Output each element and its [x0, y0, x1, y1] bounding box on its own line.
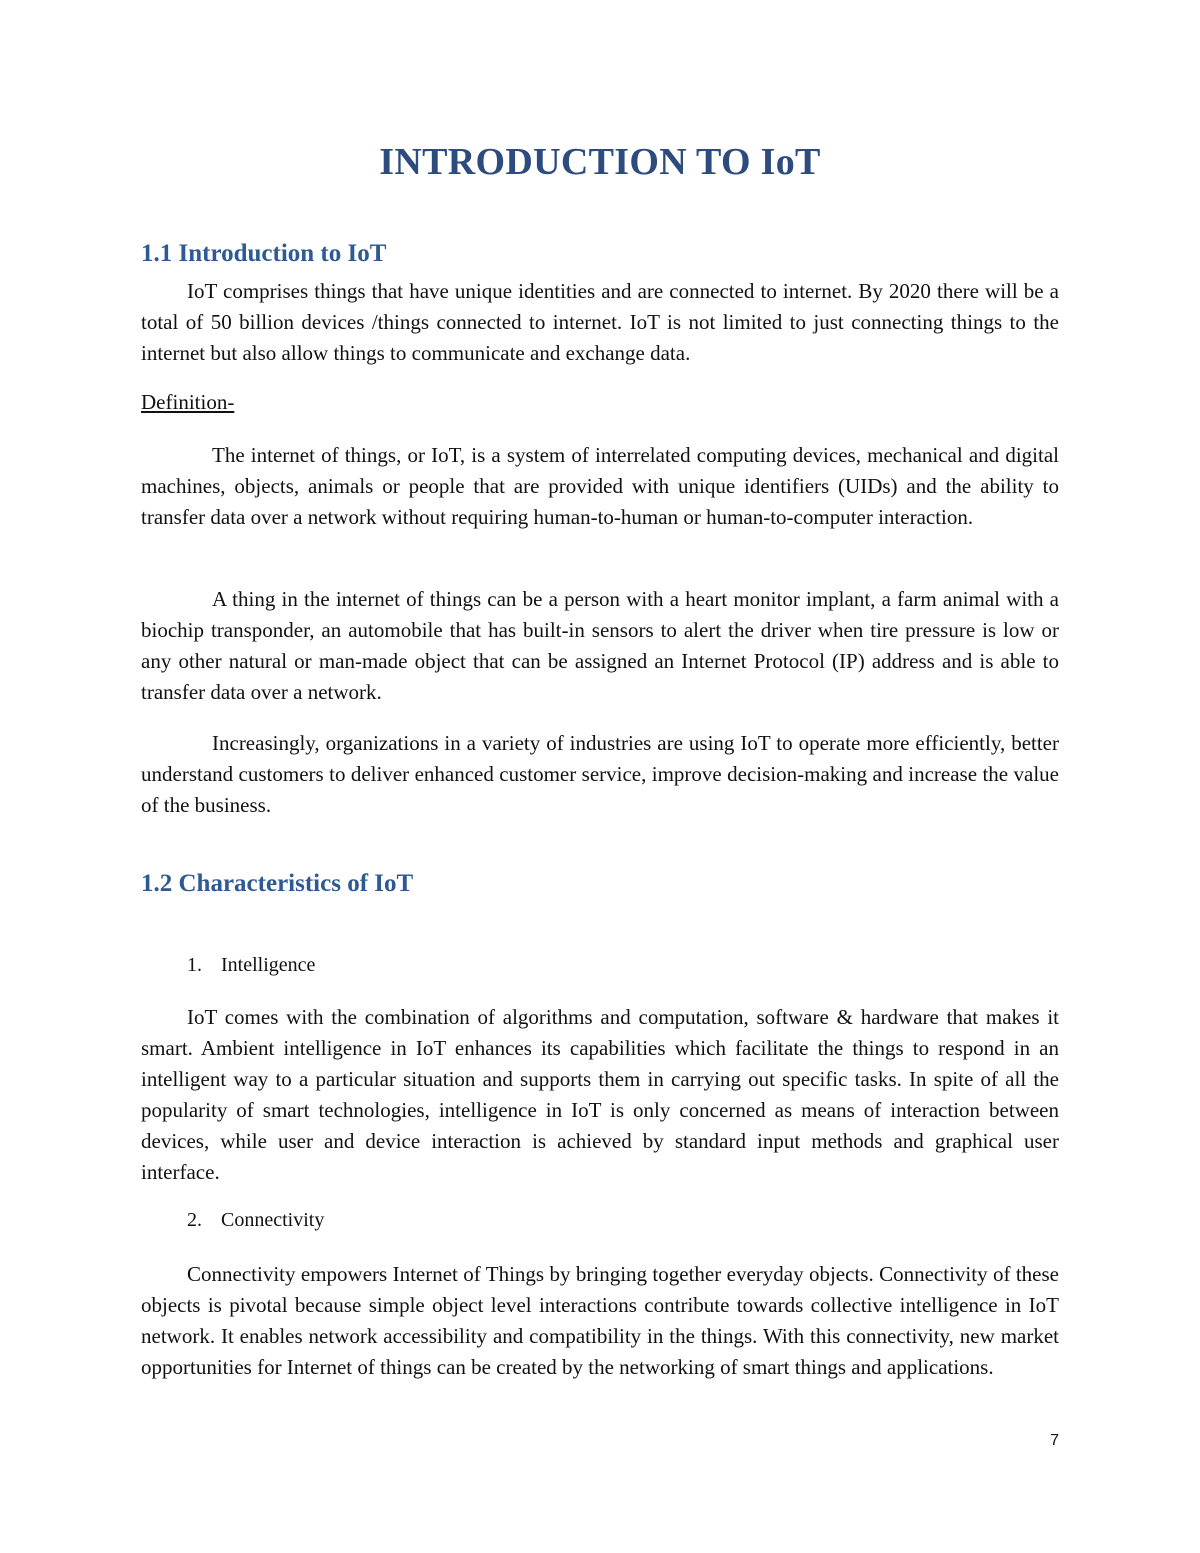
intelligence-paragraph: IoT comes with the combination of algorithms and computation, software & hardware that makes it smart. Ambient intelligence in IoT enhances its capabilities which facilitate the things to respond in an intelligent way to a particular situation and supports them in carrying out specific tasks. In spite of all the popularity of smart technologies, intelligence in IoT is only concerned as means of interaction between devices, while user and device interaction is achieved by standard input methods and graphical user interface. [141, 1005, 1059, 1184]
intro-paragraph: IoT comprises things that have unique identities and are connected to internet. By 2020 there will be a total of 50 billion devices /things connected to internet. IoT is not limited to just connecting things to the internet but also allow things to communicate and exchange data. [141, 279, 1059, 365]
list-item-intelligence [187, 954, 315, 977]
document-page [141, 0, 1059, 1553]
organizations-paragraph: Increasingly, organizations in a variety of industries are using IoT to operate more efficiently, better understand customers to deliver enhanced customer service, improve decision-making and increase the value of the business. [141, 731, 1059, 817]
section-heading-characteristics: 1.2 Characteristics of IoT [141, 870, 414, 897]
definition-label: Definition- [141, 390, 235, 414]
thing-paragraph: A thing in the internet of things can be a person with a heart monitor implant, a farm animal with a biochip transponder, an automobile that has built-in sensors to alert the driver when tire pressure is low or any other natural or man-made object that can be assigned an Internet Protocol (IP) address and is able to transfer data over a network. [141, 587, 1059, 704]
list-item-label: Intelligence [221, 954, 316, 976]
list-item-number: 2. [187, 1209, 202, 1231]
connectivity-paragraph: Connectivity empowers Internet of Things by bringing together everyday objects. Connectivity of these objects is pivotal because simple object level interactions contribute towards collective intelligence in IoT network. It enables network accessibility and compatibility in the things. With this connectivity, new market opportunities for Internet of things can be created by the networking of smart things and applications. [141, 1262, 1059, 1379]
list-item-connectivity [187, 1209, 324, 1232]
page-number: 7 [1050, 1432, 1059, 1449]
document-title: INTRODUCTION TO IoT [379, 141, 821, 183]
list-item-label: Connectivity [221, 1209, 325, 1231]
section-heading-introduction: 1.1 Introduction to IoT [141, 240, 387, 267]
list-item-number: 1. [187, 954, 202, 976]
definition-paragraph: The internet of things, or IoT, is a system of interrelated computing devices, mechanical and digital machines, objects, animals or people that are provided with unique identifiers (UIDs) and the ability to transfer data over a network without requiring human-to-human or human-to-computer interaction. [141, 443, 1059, 529]
